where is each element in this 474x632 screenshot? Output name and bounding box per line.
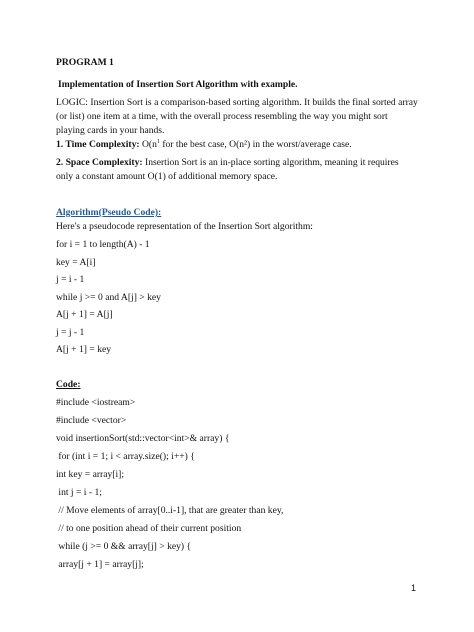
time-complexity-pre: O(n bbox=[139, 139, 157, 150]
code-heading: Code: bbox=[56, 379, 81, 390]
time-complexity-sup: 1 bbox=[156, 138, 160, 145]
time-complexity bbox=[56, 138, 418, 152]
time-complexity-post: for the best case, O(n²) in the worst/average case. bbox=[159, 139, 352, 150]
pseudo-line: j = i - 1 bbox=[56, 274, 85, 285]
pseudo-line: A[j + 1] = key bbox=[56, 344, 112, 355]
page-number: 1 bbox=[410, 583, 416, 593]
pseudo-line: key = A[i] bbox=[56, 257, 96, 268]
code-line: while (j >= 0 && array[j] > key) { bbox=[56, 541, 192, 552]
code-line: int j = i - 1; bbox=[56, 487, 102, 498]
pseudo-line: j = j - 1 bbox=[56, 327, 85, 338]
time-complexity-label: 1. Time Complexity: bbox=[56, 139, 140, 150]
program-title: PROGRAM 1 bbox=[56, 57, 114, 68]
code-line: // Move elements of array[0..i-1], that are greater than key, bbox=[56, 505, 284, 516]
space-complexity-text: Insertion Sort is an in-place sorting algorithm, meaning it requires only a constant amount O(1) of additional memory space. bbox=[56, 157, 402, 182]
pseudo-line: A[j + 1] = A[j] bbox=[56, 309, 113, 320]
algorithm-intro: Here's a pseudocode representation of the Insertion Sort algorithm: bbox=[56, 221, 313, 232]
space-complexity bbox=[56, 156, 418, 184]
code-line: array[j + 1] = array[j]; bbox=[56, 559, 144, 570]
code-line: #include <vector> bbox=[56, 415, 127, 426]
code-line: // to one position ahead of their current position bbox=[56, 523, 242, 534]
program-subtitle: Implementation of Insertion Sort Algorithm with example. bbox=[58, 79, 298, 90]
logic-paragraph: LOGIC: Insertion Sort is a comparison-based sorting algorithm. It builds the final sorted array (or list) one item at a time, with the overall process resembling the way you might sort playing cards in your hands. bbox=[56, 97, 421, 136]
algorithm-heading: Algorithm(Pseudo Code): bbox=[56, 207, 162, 218]
code-line: for (int i = 1; i < array.size(); i++) { bbox=[56, 451, 195, 462]
pseudo-line: for i = 1 to length(A) - 1 bbox=[56, 239, 150, 250]
pseudo-line: while j >= 0 and A[j] > key bbox=[56, 292, 161, 303]
code-line: void insertionSort(std::vector<int>& array) { bbox=[56, 433, 230, 444]
code-line: int key = array[i]; bbox=[56, 469, 125, 480]
code-line: #include <iostream> bbox=[56, 397, 136, 408]
space-complexity-label: 2. Space Complexity: bbox=[56, 157, 143, 168]
